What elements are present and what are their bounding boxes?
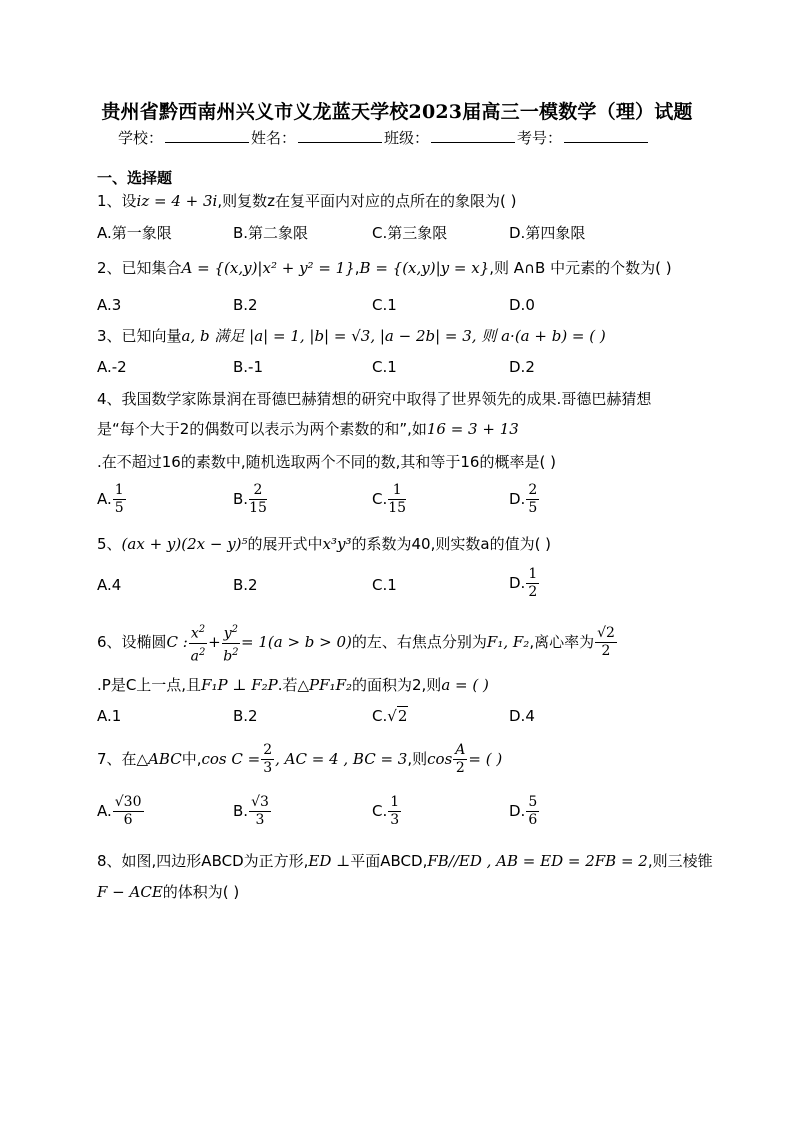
q6-c-sqrt: √2 bbox=[387, 707, 408, 725]
q2-option-b[interactable]: B.2 bbox=[233, 296, 258, 314]
q7-option-b[interactable] bbox=[233, 794, 272, 829]
question-4-line-2 bbox=[97, 418, 519, 439]
question-3-stem bbox=[97, 325, 606, 346]
q8-line2-math: F − ACE bbox=[97, 883, 163, 901]
student-info-line bbox=[118, 127, 650, 148]
q5-option-b[interactable]: B.2 bbox=[233, 576, 258, 594]
q2-option-c[interactable]: C.1 bbox=[372, 296, 397, 314]
q6-option-c[interactable] bbox=[372, 707, 408, 725]
q7-num2: A bbox=[455, 742, 466, 758]
q4-option-b[interactable] bbox=[233, 482, 268, 517]
q7-post: ,则 bbox=[407, 750, 428, 768]
q7-c-fraction bbox=[388, 794, 401, 829]
q5-math: (ax + y)(2x − y)⁵ bbox=[121, 535, 248, 553]
q4-d-num: 2 bbox=[528, 482, 538, 498]
q7-den: 3 bbox=[263, 760, 273, 776]
question-6-line-2 bbox=[97, 674, 489, 695]
question-6-stem bbox=[97, 621, 618, 665]
q6-ecc-den: 2 bbox=[601, 643, 611, 660]
q2-option-a[interactable]: A.3 bbox=[97, 296, 122, 314]
q3-option-c[interactable]: C.1 bbox=[372, 358, 397, 376]
q7-end: = ( ) bbox=[468, 750, 503, 768]
question-4-line-1: 4、我国数学家陈景润在哥德巴赫猜想的研究中取得了世界领先的成果.哥德巴赫猜想 bbox=[97, 390, 652, 408]
q8-pre: 8、如图,四边形ABCD为正方形, bbox=[97, 852, 309, 870]
q6-option-d[interactable]: D.4 bbox=[509, 707, 535, 725]
q4-line2-pre: 是“每个大于2的偶数可以表示为两个素数的和”,如 bbox=[97, 420, 427, 438]
q2-option-d[interactable]: D.0 bbox=[509, 296, 535, 314]
q6-ellipse-eq: C : $\frac{x^2}{a^2}$ + $\frac{y^2}{b^2}$ = 1(a > b > 0) bbox=[167, 633, 352, 651]
q6-line2-math3: a = ( ) bbox=[441, 676, 489, 694]
q6-c-label: C. bbox=[372, 707, 388, 725]
q6-ecc-num: √2 bbox=[597, 625, 615, 642]
q7-triangle: △ABC bbox=[136, 750, 182, 768]
q7-d-label: D. bbox=[509, 802, 526, 820]
q7-c-den: 3 bbox=[390, 812, 400, 828]
q4-b-den: 15 bbox=[249, 500, 267, 516]
q1-option-c[interactable]: C.第三象限 bbox=[372, 224, 448, 242]
q4-line2-math: 16 = 3 + 13 bbox=[426, 420, 519, 438]
q4-c-fraction bbox=[388, 482, 406, 517]
q4-option-d[interactable] bbox=[509, 482, 540, 517]
q3-option-d[interactable]: D.2 bbox=[509, 358, 535, 376]
q7-option-c[interactable] bbox=[372, 794, 402, 829]
q7-a-fraction bbox=[113, 794, 144, 829]
name-label: 姓名： bbox=[251, 129, 297, 147]
q6-post1: 的左、右焦点分别为 bbox=[351, 633, 487, 652]
q4-b-label: B. bbox=[233, 490, 249, 508]
q6-line2-mid: .若 bbox=[277, 676, 298, 694]
q5-mid: 的展开式中 bbox=[247, 535, 323, 553]
q8-math: ED ⊥ bbox=[308, 852, 351, 870]
question-1-stem bbox=[97, 190, 516, 211]
q5-d-num: 1 bbox=[528, 566, 538, 582]
q5-pre: 5、 bbox=[97, 535, 122, 553]
q7-b-fraction bbox=[249, 794, 271, 829]
q7-mid: 中, bbox=[181, 750, 202, 768]
question-8-line-2 bbox=[97, 881, 239, 902]
q3-option-a[interactable]: A.-2 bbox=[97, 358, 127, 376]
q5-d-fraction bbox=[526, 566, 539, 601]
id-blank[interactable] bbox=[564, 128, 648, 143]
q7-c-num: 1 bbox=[390, 794, 400, 810]
q6-eccentricity bbox=[595, 625, 617, 660]
q2-set-b: B = {(x,y)|y = x} bbox=[359, 259, 490, 277]
q8-math2: FB//ED , AB = ED = 2FB = 2 bbox=[427, 852, 648, 870]
q8-mid: 平面ABCD, bbox=[350, 852, 428, 870]
school-label: 学校： bbox=[118, 129, 164, 147]
question-8-line-1 bbox=[97, 850, 713, 871]
q4-d-den: 5 bbox=[528, 500, 538, 516]
q6-post2: ,离心率为 bbox=[529, 633, 595, 652]
q3-pre: 3、已知向量 bbox=[97, 327, 182, 345]
q4-option-c[interactable] bbox=[372, 482, 407, 517]
q7-num: 2 bbox=[263, 742, 273, 758]
q7-cos: cos C = bbox=[201, 750, 261, 768]
q5-d-label: D. bbox=[509, 574, 526, 592]
q7-a-label: A. bbox=[97, 802, 112, 820]
q2-set-a: A = {(x,y)|x² + y² = 1} bbox=[181, 259, 355, 277]
q7-a-den: 6 bbox=[123, 812, 133, 828]
q7-cos2: cos bbox=[427, 750, 453, 768]
question-2-stem bbox=[97, 257, 672, 278]
page-title: 贵州省黔西南州兴义市义龙蓝天学校2023届高三一模数学（理）试题 bbox=[101, 101, 693, 123]
q7-d-fraction bbox=[526, 794, 539, 829]
section-heading: 一、选择题 bbox=[97, 169, 173, 187]
q2-mid: , bbox=[354, 259, 360, 277]
id-label: 考号： bbox=[517, 129, 563, 147]
q7-b-label: B. bbox=[233, 802, 249, 820]
q7-option-d[interactable] bbox=[509, 794, 540, 829]
question-7-stem bbox=[97, 742, 502, 777]
q4-a-label: A. bbox=[97, 490, 112, 508]
q1-post: ,则复数z在复平面内对应的点所在的象限为( ) bbox=[217, 192, 517, 210]
class-label: 班级： bbox=[384, 129, 430, 147]
q4-a-den: 5 bbox=[114, 500, 124, 516]
q1-option-b[interactable]: B.第二象限 bbox=[233, 224, 309, 242]
q6-line2-math2: △PF₁F₂ bbox=[297, 676, 352, 694]
q4-option-a[interactable] bbox=[97, 482, 127, 517]
q7-den2: 2 bbox=[455, 760, 465, 776]
q6-option-a[interactable]: A.1 bbox=[97, 707, 122, 725]
q7-sides: , AC = 4 , BC = 3 bbox=[275, 750, 408, 768]
question-4-line-3: .在不超过16的素数中,随机选取两个不同的数,其和等于16的概率是( ) bbox=[97, 453, 556, 471]
q7-d-den: 6 bbox=[528, 812, 538, 828]
q3-math: a, b 满足 |a| = 1, |b| = √3, |a − 2b| = 3, 则 a·(a + b) = ( ) bbox=[181, 327, 606, 345]
class-blank[interactable] bbox=[431, 128, 515, 143]
name-blank[interactable] bbox=[298, 128, 382, 143]
q8-line2-post: 的体积为( ) bbox=[162, 883, 240, 901]
q1-option-d[interactable]: D.第四象限 bbox=[509, 224, 586, 242]
q4-a-num: 1 bbox=[114, 482, 124, 498]
q4-c-label: C. bbox=[372, 490, 388, 508]
q1-math: iz = 4 + 3i bbox=[136, 192, 218, 210]
q6-c-radicand: 2 bbox=[397, 707, 408, 725]
q1-pre: 1、设 bbox=[97, 192, 137, 210]
q7-pre: 7、在 bbox=[97, 750, 137, 768]
q4-b-fraction bbox=[249, 482, 267, 517]
q5-option-c[interactable]: C.1 bbox=[372, 576, 397, 594]
school-blank[interactable] bbox=[165, 128, 249, 143]
q4-a-fraction bbox=[113, 482, 126, 517]
q7-b-den: 3 bbox=[255, 812, 265, 828]
q4-d-fraction bbox=[526, 482, 539, 517]
question-5-stem bbox=[97, 533, 551, 554]
q7-option-a[interactable] bbox=[97, 794, 145, 829]
q5-option-a[interactable]: A.4 bbox=[97, 576, 122, 594]
q5-post: 的系数为40,则实数a的值为( ) bbox=[351, 535, 552, 553]
q7-b-num: √3 bbox=[251, 794, 269, 810]
q7-cos-frac bbox=[261, 742, 274, 777]
q7-half-angle bbox=[453, 742, 467, 777]
q6-foci: F₁, F₂ bbox=[486, 633, 530, 652]
q7-c-label: C. bbox=[372, 802, 388, 820]
q5-option-d[interactable] bbox=[509, 566, 540, 601]
q2-pre: 2、已知集合 bbox=[97, 259, 182, 277]
q4-c-den: 15 bbox=[388, 500, 407, 516]
q6-option-b[interactable]: B.2 bbox=[233, 707, 258, 725]
q6-line2-post: 的面积为2,则 bbox=[352, 676, 442, 694]
q3-option-b[interactable]: B.-1 bbox=[233, 358, 264, 376]
q6-line2-pre: .P是C上一点,且 bbox=[97, 676, 202, 694]
q2-post: ,则 A∩B 中元素的个数为( ) bbox=[489, 259, 672, 277]
q1-option-a[interactable]: A.第一象限 bbox=[97, 224, 172, 242]
q6-line2-math: F₁P ⊥ F₂P bbox=[201, 676, 278, 694]
q4-c-num: 1 bbox=[388, 482, 406, 500]
q4-b-num: 2 bbox=[249, 482, 267, 500]
q4-d-label: D. bbox=[509, 490, 526, 508]
q6-pre: 6、设椭圆 bbox=[97, 633, 167, 652]
q7-a-num: √30 bbox=[114, 794, 142, 810]
q5-d-den: 2 bbox=[528, 584, 538, 600]
q7-d-num: 5 bbox=[528, 794, 538, 810]
q5-math2: x³y³ bbox=[322, 535, 352, 553]
q8-post: ,则三棱锥 bbox=[647, 852, 713, 870]
